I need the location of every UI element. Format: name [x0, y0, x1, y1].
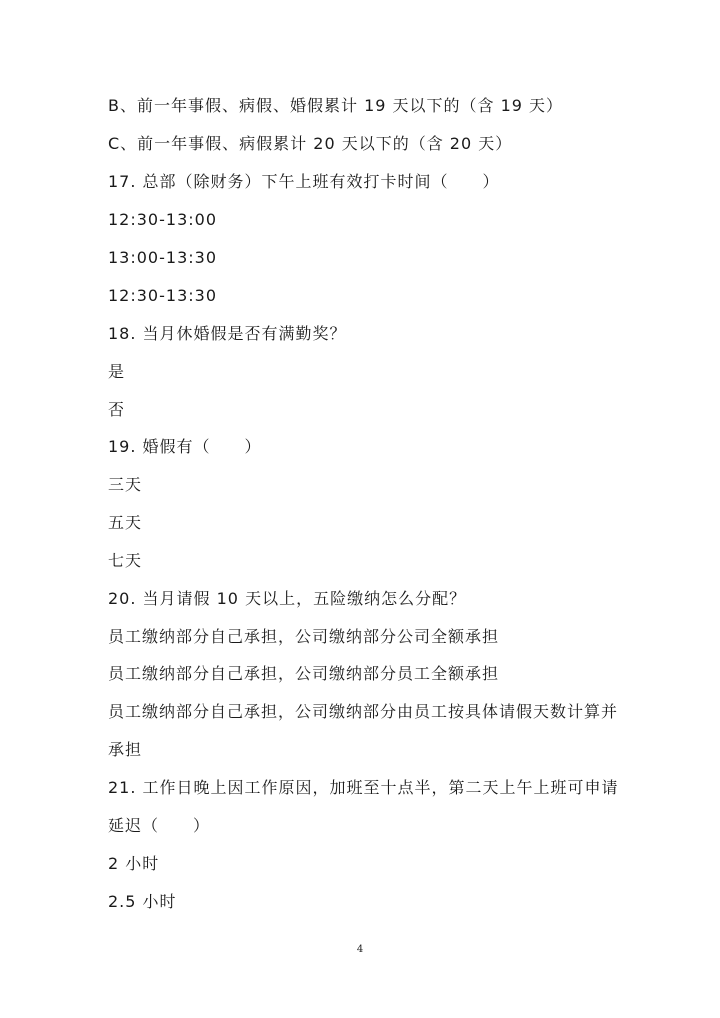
q21-option-2: 2.5 小时	[108, 892, 177, 911]
question-20: 20. 当月请假 10 天以上，五险缴纳怎么分配？	[108, 589, 467, 608]
q19-option-2: 五天	[108, 513, 143, 532]
q20-option-2: 员工缴纳部分自己承担，公司缴纳部分员工全额承担	[108, 664, 500, 683]
q17-option-1: 12:30-13:00	[108, 210, 217, 229]
page-number: 4	[356, 944, 364, 955]
question-17: 17. 总部（除财务）下午上班有效打卡时间（ ）	[108, 172, 500, 191]
q17-option-3: 12:30-13:30	[108, 286, 217, 305]
q21-option-1: 2 小时	[108, 854, 160, 873]
question-18: 18. 当月休婚假是否有满勤奖？	[108, 324, 347, 343]
option-c-line: C、前一年事假、病假累计 20 天以下的（含 20 天）	[108, 134, 513, 153]
q20-option-1: 员工缴纳部分自己承担，公司缴纳部分公司全额承担	[108, 627, 500, 646]
q18-option-2: 否	[108, 400, 126, 419]
question-21-continued: 延迟（ ）	[108, 816, 211, 835]
q20-option-3: 员工缴纳部分自己承担，公司缴纳部分由员工按具体请假天数计算并	[108, 702, 619, 721]
option-b-line: B、前一年事假、病假、婚假累计 19 天以下的（含 19 天）	[108, 96, 564, 115]
q18-option-1: 是	[108, 362, 126, 381]
q19-option-1: 三天	[108, 475, 143, 494]
q19-option-3: 七天	[108, 551, 143, 570]
q20-option-3-continued: 承担	[108, 740, 143, 759]
question-19: 19. 婚假有（ ）	[108, 437, 262, 456]
q17-option-2: 13:00-13:30	[108, 248, 217, 267]
question-21: 21. 工作日晚上因工作原因，加班至十点半，第二天上午上班可申请	[108, 778, 619, 797]
